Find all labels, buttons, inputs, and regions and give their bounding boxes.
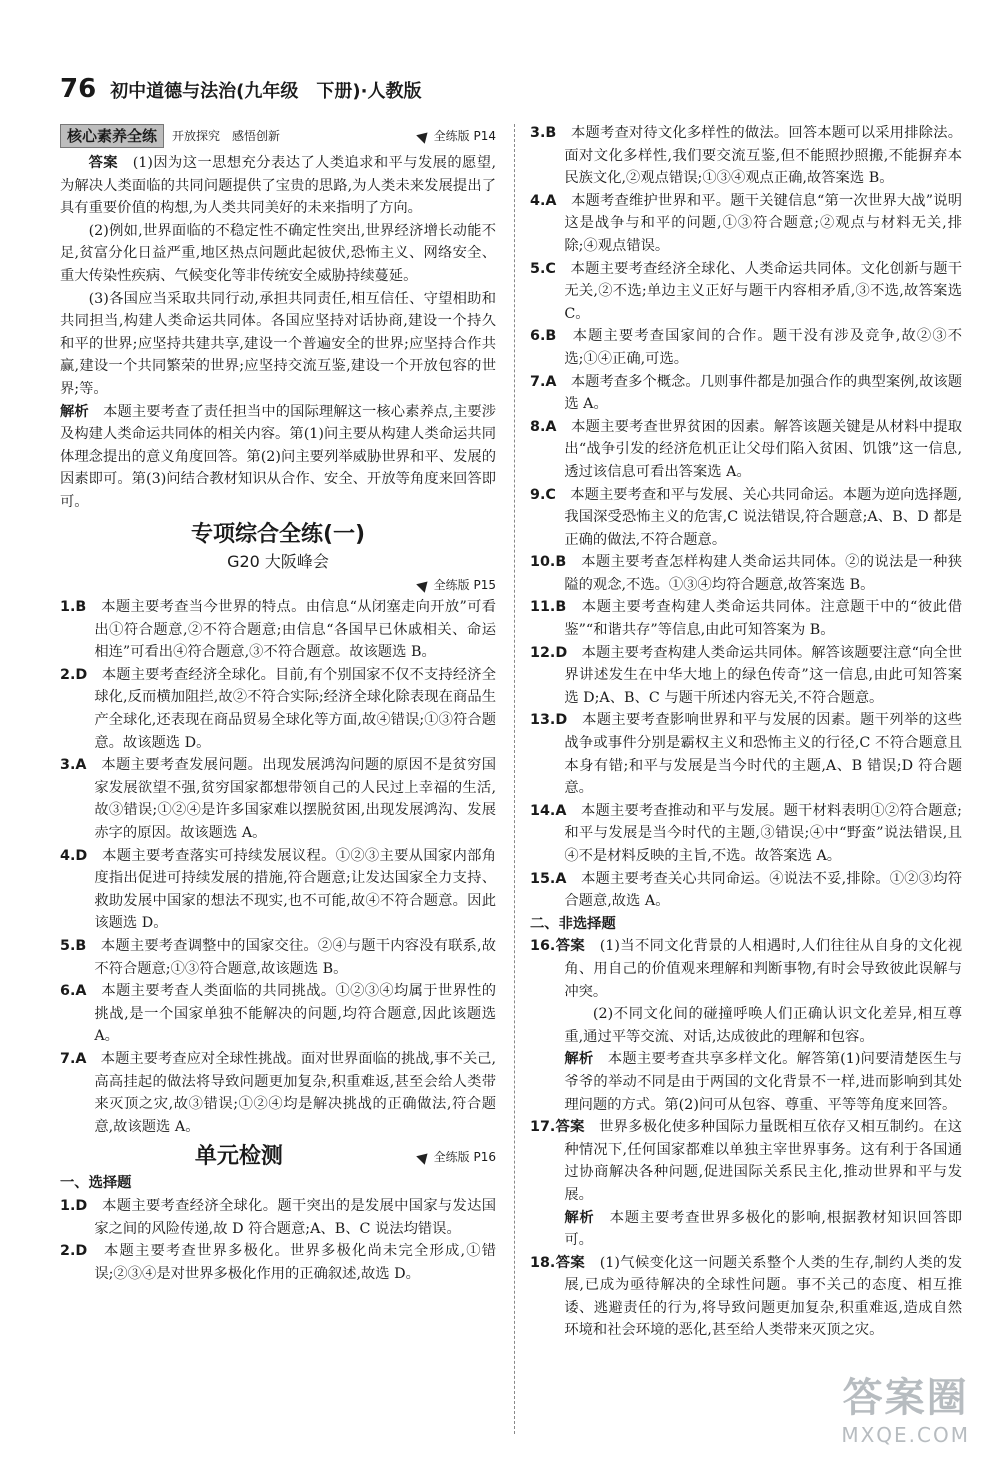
item-text: 本题考查对待文化多样性的做法。回答本题可以采用排除法。面对文化多样性,我们要交流互鉴,但不能照抄照搬,不能摒弃本民族文化,②观点错误;①③④观点正确,故答案选 B。 [564,125,963,187]
q16-answer-1 [530,935,962,1003]
item-number: 15.A [530,870,567,887]
item-text: 本题考查维护世界和平。题干关键信息“第一次世界大战”说明这是战争与和平的问题,①③符合题意;②观点与材料无关,排除;④观点错误。 [564,192,962,254]
item-text: 本题主要考查经济全球化。题干突出的是发展中国家与发达国家之间的风险传递,故 D 符合题意;A、B、C 说法均错误。 [94,1197,497,1237]
list-item [530,325,962,370]
item-number: 1.D [60,1197,88,1214]
unit-ref-text: 全练版 P16 [433,1150,496,1165]
core-analysis [60,401,496,514]
list-item [530,800,962,868]
item-text: 本题主要考查和平与发展、关心共同命运。本题为逆向选择题,我国深受恐怖主义的危害,C 说法错误,符合题意;A、B、D 都是正确的做法,不符合题意。 [564,486,963,548]
special-title: 专项综合全练(一) [190,521,366,547]
core-ref [418,125,496,148]
item-number: 1.B [60,599,87,616]
item-number: 18.答案 [530,1254,586,1271]
item-number: 2.D [60,1243,88,1260]
core-answer-1 [60,152,496,220]
analysis-text: 本题主要考查世界多极化的影响,根据教材知识回答即可。 [564,1209,963,1249]
item-text: 本题主要考查经济全球化。目前,有个别国家不仅不支持经济全球化,反而横加阻拦,故②不符合实际;经济全球化除表现在商品生产全球化,还表现在商品贸易全球化等方面,故④错误;①③符合题意。故该题选 D。 [94,666,497,751]
list-item [530,190,962,258]
list-item [530,596,962,641]
item-number: 5.C [530,260,556,277]
q16-answer-2: (2)不同文化间的碰撞呼唤人们正确认识文化差异,相互尊重,通过平等交流、对话,达成彼此的理解和包容。 [564,1006,962,1045]
item-text: 本题主要考查怎样构建人类命运共同体。②的说法是一种狭隘的观念,不选。①③④均符合题意,故答案选 B。 [564,554,963,593]
answer-label: 答案 [88,155,118,171]
item-number: 13.D [530,712,568,729]
right-column [530,122,962,1342]
part1-heading: 一、选择题 [60,1175,132,1192]
item-text: 本题主要考查发展问题。出现发展鸿沟问题的原因不是贫穷国家发展欲望不强,贫穷国家都想带领自己的人民过上幸福的生活,故③错误;①②④是许多国家难以摆脱贫困,出现发展鸿沟、发展赤字的原因。故该题选 A。 [94,757,497,842]
book-title: 初中道德与法治(九年级 下册)·人教版 [110,81,422,102]
item-text: (1)气候变化这一问题关系整个人类的生存,制约人类的发展,已成为亟待解决的全球性问题。事不关己的态度、相互推诿、逃避责任的行为,将导致问题更加复杂,积重难返,造成自然环境和社会环境的恶化,甚至给人类带来灭顶之灾。 [564,1254,963,1339]
unit-title: 单元检测 [194,1144,283,1170]
item-number: 12.D [530,644,568,661]
item-text: 本题主要考查当今世界的特点。由信息“从闭塞走向开放”可看出①符合题意,②不符合题意;由信息“各国早已休戚相关、命运相连”可看出④符合题意,③不符合题意。故该题选 B。 [94,599,497,661]
arrow-icon [416,128,432,144]
column-divider [514,124,515,1434]
answer-text: (1)因为这一思想充分表达了人类追求和平与发展的愿望,为解决人类面临的共同问题提供了宝贵的思路,为人类未来发展提出了具有重要价值的构想,为人类共同美好的未来指明了方向。 [60,155,497,217]
list-item [530,122,962,190]
core-subtitle: 开放探究 感悟创新 [172,128,281,143]
item-number: 9.C [530,486,556,503]
special-subtitle: G20 大阪峰会 [227,551,329,571]
list-item [530,642,962,710]
item-text: 本题主要考查世界贫困的因素。解答该题关键是从材料中提取出“战争引发的经济危机正让父母们陷入贫困、饥饿”这一信息,透过该信息可看出答案选 A。 [564,418,962,480]
analysis-text: 本题主要考查了责任担当中的国际理解这一核心素养点,主要涉及构建人类命运共同体的相关内容。第(1)问主要从构建人类命运共同体理念提出的意义角度回答。第(2)问主要列举威胁世界和平、发展的因素即可。第(3)问结合教材知识从合作、安全、开放等角度来回答即可。 [60,403,497,510]
list-item [530,416,962,484]
list-item [60,596,496,664]
list-item [60,1195,496,1240]
special-list [60,596,496,1138]
item-text: 本题主要考查影响世界和平与发展的因素。题干列举的这些战争或事件分别是霸权主义和恐怖主义的行径,C 不符合题意且本身有错;和平与发展是当今时代的主题,A、B 错误;D 符合题意。 [564,712,963,797]
list-item [60,754,496,844]
item-text: 本题主要考查经济全球化、人类命运共同体。文化创新与题干无关,②不选;单边主义正好与题干内容相矛盾,③不选,故答案选 C。 [564,260,963,322]
special-ref-row [60,574,496,597]
list-item [530,551,962,596]
item-number: 11.B [530,599,567,616]
page-number: 76 [60,74,97,104]
item-number: 17.答案 [530,1119,585,1136]
item-number: 10.B [530,554,567,571]
item-number: 5.B [60,938,87,954]
q18-answer [530,1252,962,1342]
list-item [530,371,962,416]
item-text: 本题主要考查国家间的合作。题干没有涉及竞争,故②③不选;①④正确,可选。 [564,328,963,367]
item-text: 世界多极化使多种国际力量既相互依存又相互制约。在这种情况下,任何国家都难以单独主宰世界事务。这有利于各国通过协商解决各种问题,促进国际关系民主化,推动世界和平与发展。 [564,1119,963,1203]
item-number: 4.D [60,847,88,864]
page-header [60,74,421,104]
analysis-text: 本题主要考查共享多样文化。解答第(1)问要清楚医生与爷爷的举动不同是由于两国的文化背景不一样,进而影响到其处理问题的方式。第(2)问可从包容、尊重、平等等角度来回答。 [564,1051,963,1113]
item-number: 6.B [530,328,557,345]
left-column [60,122,496,1285]
list-item [60,935,496,980]
item-text: (1)当不同文化背景的人相遇时,人们往往从自身的文化视角、用自己的价值观来理解和判断事物,有时会导致彼此误解与冲突。 [564,938,963,1000]
list-item [60,1240,496,1285]
item-text: 本题考查多个概念。几则事件都是加强合作的典型案例,故该题选 A。 [564,373,963,413]
watermark-url: MXQE.COM [841,1423,970,1447]
item-text: 本题主要考查调整中的国家交往。②④与题干内容没有联系,故不符合题意;①③符合题意,故该题选 B。 [94,938,497,977]
analysis-label: 解析 [564,1051,594,1068]
item-number: 7.A [60,1050,87,1067]
item-number: 3.A [60,757,87,774]
item-number: 8.A [530,418,557,435]
part2-heading: 二、非选择题 [530,915,616,932]
core-ref-text: 全练版 P14 [433,128,496,143]
watermark-text: 答案圈 [842,1375,969,1421]
core-section-bar [60,122,496,150]
item-number: 6.A [60,983,87,1000]
item-number: 4.A [530,192,557,209]
item-text: 本题主要考查人类面临的共同挑战。①②③④均属于世界性的挑战,是一个国家单独不能解决的问题,均符合题意,因此该题选 A。 [94,983,497,1045]
list-item [60,845,496,935]
list-item [60,664,496,754]
analysis-label: 解析 [60,403,89,420]
unit-ref [418,1146,496,1169]
arrow-icon [416,1150,432,1166]
q17-analysis [530,1207,962,1252]
core-answer-2: (2)例如,世界面临的不稳定性不确定性突出,世界经济增长动能不足,贫富分化日益严重,地区热点问题此起彼伏,恐怖主义、网络安全、重大传染性疾病、气候变化等非传统安全威胁持续蔓延。 [60,222,496,284]
item-text: 本题主要考查应对全球性挑战。面对世界面临的挑战,事不关己,高高挂起的做法将导致问题更加复杂,积重难返,甚至会给人类带来灭顶之灾,故③错误;①②④均是解决挑战的正确做法,符合题意,故该题选 A。 [94,1050,496,1135]
q16-analysis [530,1048,962,1116]
analysis-label: 解析 [564,1209,595,1226]
item-number: 7.A [530,373,557,390]
item-number: 2.D [60,666,88,683]
core-badge: 核心素养全练 [60,124,164,148]
item-text: 本题主要考查推动和平与发展。题干材料表明①②符合题意;和平与发展是当今时代的主题,③错误;④中“野蛮”说法错误,且④不是材料反映的主旨,不选。故答案选 A。 [564,802,962,864]
list-item [530,709,962,799]
item-text: 本题主要考查落实可持续发展议程。①②③主要从国家内部角度指出促进可持续发展的措施,符合题意;让发达国家全力支持、救助发展中国家的想法不现实,也不可能,故④不符合题意。因此该题选 D。 [94,847,497,932]
special-ref [418,574,496,597]
item-number: 3.B [530,125,557,141]
item-number: 16.答案 [530,938,586,955]
watermark-logo [841,1366,970,1447]
core-answer-3: (3)各国应当采取共同行动,承担共同责任,相互信任、守望相助和共同担当,构建人类命运共同体。各国应坚持对话协商,建设一个持久和平的世界;应坚持共建共享,建设一个普遍安全的世界;应坚持合作共赢,建设一个共同繁荣的世界;应坚持交流互鉴,建设一个开放包容的世界;等。 [60,290,496,397]
list-item [530,484,962,552]
special-ref-text: 全练版 P15 [433,577,496,592]
list-item [60,1048,496,1138]
list-item [530,258,962,326]
item-text: 本题主要考查构建人类命运共同体。解答该题要注意“向全世界讲述发生在中华大地上的绿色传奇”这一信息,由此可知答案选 D;A、B、C 与题干所述内容无关,不符合题意。 [564,644,962,706]
q17-answer [530,1116,962,1206]
arrow-icon [416,577,432,593]
list-item [60,980,496,1048]
item-number: 14.A [530,802,567,819]
unit-title-row [60,1142,496,1172]
item-text: 本题主要考查关心共同命运。④说法不妥,排除。①②③均符合题意,故选 A。 [564,870,962,910]
item-text: 本题主要考查构建人类命运共同体。注意题干中的“彼此借鉴”“和谐共存”等信息,由此可知答案为 B。 [564,599,963,639]
list-item [530,868,962,913]
item-text: 本题主要考查世界多极化。世界多极化尚未完全形成,①错误;②③④是对世界多极化作用的正确叙述,故选 D。 [94,1243,496,1282]
